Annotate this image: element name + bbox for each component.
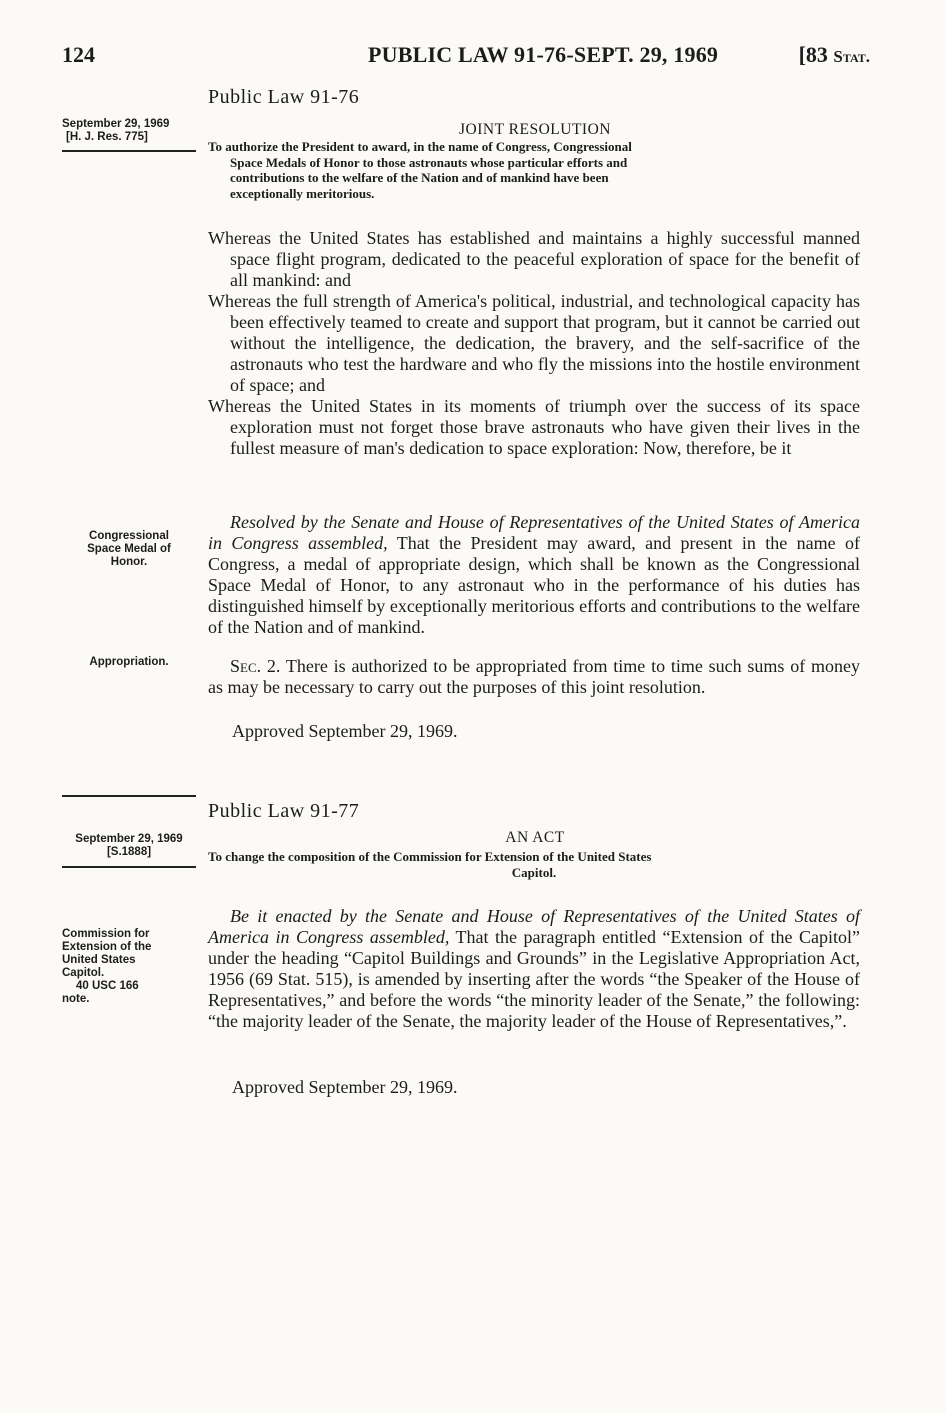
margin-note-commission [62,928,204,1006]
law-1-title: Public Law 91-76 [208,86,360,108]
law-2-heading: AN ACT [505,829,565,846]
running-head: PUBLIC LAW 91-76-SEPT. 29, 1969 [368,42,719,67]
whereas-clause-1: Whereas the United States has established and maintains a highly successful manned space flight program, dedicated to the peaceful exploration of space for the benefit of all mankind: and [208,228,860,290]
margin-note-line: United States [62,954,136,966]
law-2-approved: Approved September 29, 1969. [232,1077,458,1097]
page-header [62,42,870,72]
margin-note-line: Space Medal of [87,543,171,555]
whereas-clause-3: Whereas the United States in its moments of triumph over the success of its space exploration must not forget those brave astronauts who have given their lives in the fullest measure of man's dedication to space exploration: Now, therefore, be it [208,396,860,458]
law-1-margin-ref: [H. J. Res. 775] [66,131,148,143]
margin-note-line: Extension of the [62,941,152,953]
law-2-margin-citation [58,833,200,859]
law-1-margin-rule [62,150,196,152]
margin-note-line: Commission for [62,928,150,940]
law-2-margin-rule [62,866,196,868]
resolved-clause [208,512,860,638]
law-2-long-title-line: To change the composition of the Commission for Extension of the United States [208,849,652,864]
law-2-margin-date: September 29, 1969 [75,833,183,845]
law-1-long-title-line: To authorize the President to award, in the name of Congress, Congressional [208,139,632,154]
enacting-clause [208,906,860,1032]
law-1-margin-date: September 29, 1969 [62,118,170,130]
law-2-long-title [208,849,860,880]
whereas-clause-2: Whereas the full strength of America's political, industrial, and technological capacity has been effectively teamed to create and support that program, but it cannot be carried out without the intelligence, the dedication, the bravery, and the self-sacrifice of the astronauts who test the hardware and who fly the missions into the hostile environment of space; and [208,291,860,395]
margin-note-appropriation: Appropriation. [89,656,169,668]
resolved-enacting-phrase: Resolved by the Senate and House of Representatives of the United States of America in Congress assembled, [208,512,860,553]
law-1-long-title-line: Space Medals of Honor to those astronauts whose particular efforts and [230,154,628,170]
law-1-long-title [208,139,860,201]
law-1-long-title-line: contributions to the welfare of the Nation and of mankind have been [230,170,609,185]
volume-stat: Stat. [833,47,870,66]
volume-number: [83 [798,42,834,67]
resolved-text: That the President may award, and present in the name of Congress, a medal of appropriate design, which shall be known as the Congressional Space Medal of Honor, to any astronaut who in the performance of his duties has distinguished himself by exceptionally meritorious efforts and contributions to the welfare of the Nation and of mankind. [208,533,860,637]
section-2-label: Sec. 2. [230,656,281,676]
law-separator-rule [62,795,196,797]
volume-reference [799,42,870,68]
law-2-long-title-line: Capitol. [511,864,557,880]
law-1-approved: Approved September 29, 1969. [232,721,458,741]
margin-note-usc: 40 USC 166 [76,980,139,992]
enacting-phrase: Be it enacted by the Senate and House of Representatives of the United States of America in Congress assembled, [208,906,860,947]
enacting-text: That the paragraph entitled “Extension of the Capitol” under the heading “Capitol Buildings and Grounds” in the Legislative Appropriation Act, 1956 (69 Stat. 515), is amended by inserting after the words “the Speaker of the House of Representatives,” and before the words “the minority leader of the Senate,” the following: “the majority leader of the Senate, the majority leader of the House of Representatives,”. [208,927,861,1031]
section-2 [208,656,860,698]
margin-note-line: Congressional [89,530,169,542]
law-1-heading: JOINT RESOLUTION [459,121,611,138]
law-1-long-title-line: exceptionally meritorious. [230,185,375,201]
whereas-clauses [208,228,860,459]
section-2-text: There is authorized to be appropriated from time to time such sums of money as may be necessary to carry out the purposes of this joint resolution. [208,656,861,697]
page-number: 124 [62,42,95,67]
margin-note-line: note. [62,993,90,1005]
margin-note-space-medal [58,530,200,569]
law-2-title: Public Law 91-77 [208,800,360,822]
margin-note-line: Honor. [110,556,148,568]
margin-note-line: Capitol. [62,967,105,979]
law-2-margin-ref: [S.1888] [106,846,152,858]
law-1-margin-citation [62,118,204,144]
